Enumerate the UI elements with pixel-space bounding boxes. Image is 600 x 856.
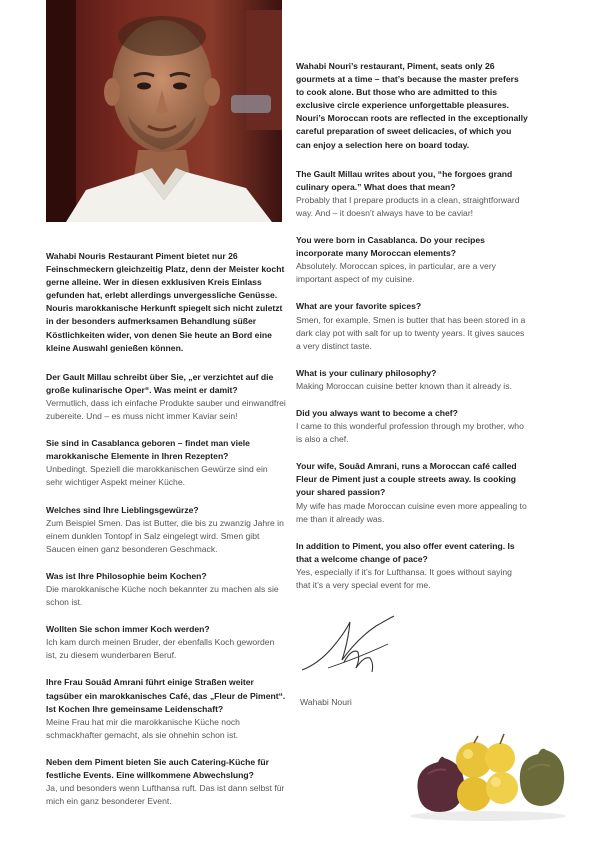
question: You were born in Casablanca. Do your recipes incorporate many Moroccan elements? [296,235,485,259]
question: What are your favorite spices? [296,301,422,312]
qa-item [296,460,528,525]
question: Sie sind in Casablanca geboren – findet man viele marokkanische Elemente in Ihren Rezepten? [46,438,250,462]
question: What is your culinary philosophy? [296,367,437,378]
answer: Vermutlich, dass ich einfache Produkte sauber und einwandfrei zubereite. Und – es muss nicht immer Kaviar sein! [46,397,286,422]
question: Did you always want to become a chef? [296,407,458,418]
answer: Die marokkanische Küche noch bekannter zu machen als sie schon ist. [46,583,279,608]
question: The Gault Millau writes about you, “he forgoes grand culinary opera.” What does that mean? [296,168,513,192]
answer: Absolutely. Moroccan spices, in particular, are a very important aspect of my cuisine. [296,261,496,285]
german-column [46,250,286,822]
answer: Zum Beispiel Smen. Das ist Butter, die bis zu zwanzig Jahre in einem dunklen Tontopf in Salz eingelegt wird. Smen gibt Saucen einen ganz besonderen Geschmack. [46,517,284,554]
answer: Meine Frau hat mir die marokkanische Küche noch schmackhafter gemacht, als sie ohnehin schon ist. [46,716,240,740]
qa-item [296,367,528,393]
answer: Ja, und besonders wenn Lufthansa ruft. Das ist dann selbst für mich ein ganz besonderer Event. [46,783,285,807]
answer: Probably that I prepare products in a clean, straightforward way. And – it doesn’t always have to be caviar! [296,194,520,218]
qa-item [46,756,286,808]
answer: Ich kam durch meinen Bruder, der ebenfalls Koch geworden ist, zu diesem wunderbaren Beruf. [46,637,275,661]
qa-item [296,168,528,220]
qa-item [46,676,286,741]
german-intro: Wahabi Nouris Restaurant Piment bietet nur 26 Feinschmeckern gleichzeitig Platz, denn der Meister kocht gerne alleine. Wer in diesen exklusiven Kreis Einlass gefunden hat, erlebt allerdings unvergessliche Genüsse. Nouris marokkanische Herkunft spiegelt sich nicht zuletzt in der besonders aufmerksamen Behandlung süßer Köstlichkeiten wider, von denen Sie heute an Bord eine kleine Auswahl genießen können. [46,251,285,353]
qa-item [296,407,528,446]
qa-item [46,570,286,609]
question: Ihre Frau Souâd Amrani führt einige Straßen weiter tagsüber ein marokkanisches Café, das „Fleur de Piment“. Ist Kochen Ihre gemeinsame Leidenschaft? [46,677,286,714]
english-intro: Wahabi Nouri’s restaurant, Piment, seats only 26 gourmets at a time – that’s because the master prefers to cook alone. But those who are admitted to this exclusive circle experience unforgettable pleasures. Nouri’s Moroccan roots are reflected in the exceptionally careful preparation of sweet delicacies, of which you can enjoy a selection here on board today. [296,61,528,150]
question: Was ist Ihre Philosophie beim Kochen? [46,570,207,581]
qa-item [296,540,528,592]
question: Your wife, Souâd Amrani, runs a Moroccan café called Fleur de Piment just a couple streets away. Is cooking your shared passion? [296,461,517,498]
question: Neben dem Piment bieten Sie auch Catering-Küche für festliche Events. Eine willkommene Abwechslung? [46,756,270,780]
chef-portrait-photo [46,0,282,222]
qa-item [296,234,528,286]
question: In addition to Piment, you also offer event catering. Is that a welcome change of pace? [296,540,515,564]
question: Wollten Sie schon immer Koch werden? [46,624,210,635]
answer: I came to this wonderful profession through my brother, who is also a chef. [296,421,524,445]
answer: Yes, especially if it’s for Lufthansa. It goes without saying that it’s a very special event for me. [296,566,512,590]
qa-item [46,437,286,489]
qa-item [46,371,286,423]
answer: Unbedingt. Speziell die marokkanischen Gewürze sind ein sehr wichtiger Aspekt meiner Küche. [46,464,268,488]
qa-item [46,504,286,556]
question: Welches sind Ihre Lieblingsgewürze? [46,504,199,515]
question: Der Gault Millau schreibt über Sie, „er verzichtet auf die große kulinarische Oper“. Was meint er damit? [46,371,274,395]
figs-illustration [408,722,568,822]
signature-name: Wahabi Nouri [300,697,352,707]
qa-item [46,623,286,662]
handwritten-signature [298,608,448,680]
qa-item [296,300,528,352]
answer: Making Moroccan cuisine better known than it already is. [296,380,512,391]
answer: Smen, for example. Smen is butter that has been stored in a dark clay pot with salt for up to twenty years. It gives sauces a very distinct taste. [296,314,526,351]
english-column [296,60,528,606]
answer: My wife has made Moroccan cuisine even more appealing to me than it already was. [296,500,527,524]
